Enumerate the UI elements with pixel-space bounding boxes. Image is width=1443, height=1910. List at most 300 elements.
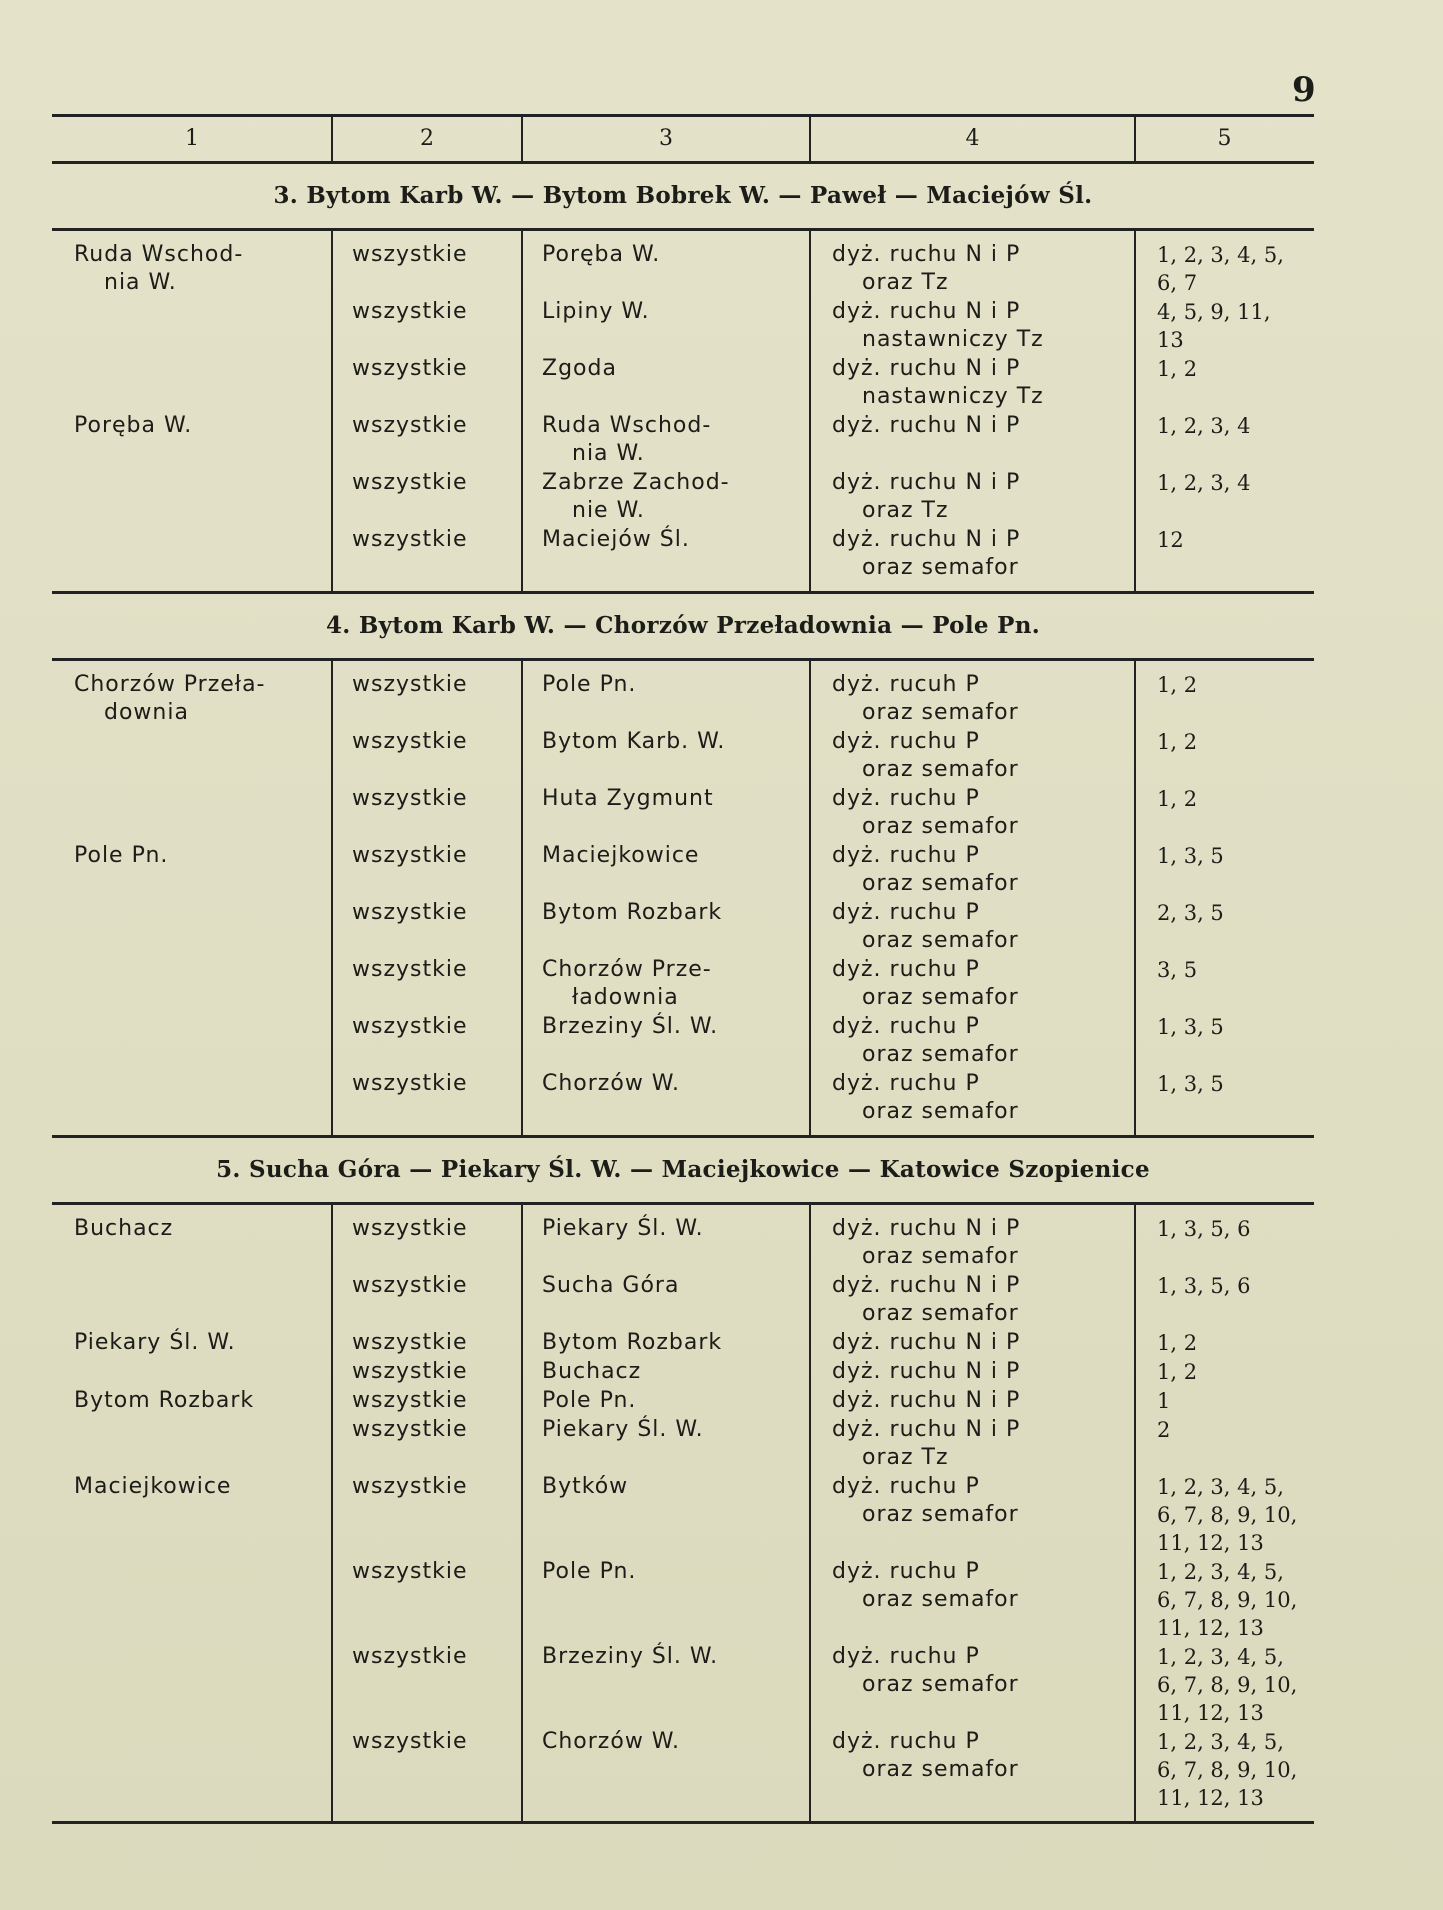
section-4 bbox=[52, 594, 1314, 1138]
table-row bbox=[52, 1416, 1314, 1472]
cell-c3 bbox=[522, 241, 810, 297]
cell-c1 bbox=[52, 1272, 332, 1328]
cell-line: 6, 7, 8, 9, 10, bbox=[1157, 1758, 1298, 1782]
cell-line: wszystkie bbox=[352, 242, 468, 267]
cell-line: 12 bbox=[1157, 528, 1184, 552]
cell-line: 1, 2 bbox=[1157, 357, 1198, 381]
table-row bbox=[52, 1272, 1314, 1328]
cell-c4 bbox=[810, 1013, 1135, 1069]
timetable bbox=[52, 114, 1314, 1824]
cell-line: dyż. ruchu P bbox=[832, 1729, 980, 1754]
table-row bbox=[52, 1070, 1314, 1126]
cell-c5 bbox=[1135, 842, 1314, 898]
cell-c3 bbox=[522, 1473, 810, 1557]
cell-c2 bbox=[332, 899, 522, 955]
cell-line: Chorzów Przeła- bbox=[74, 672, 266, 697]
cell-c5 bbox=[1135, 1358, 1314, 1386]
cell-line: dyż. rucuh P bbox=[832, 672, 980, 697]
cell-c3 bbox=[522, 1558, 810, 1642]
column-divider bbox=[521, 661, 523, 1135]
cell-line: oraz semafor bbox=[862, 1587, 1019, 1612]
cell-line: dyż. ruchu N i P bbox=[832, 1417, 1021, 1442]
cell-line: 1, 2 bbox=[1157, 730, 1198, 754]
table-row bbox=[52, 355, 1314, 411]
cell-line: Sucha Góra bbox=[542, 1273, 680, 1298]
cell-c2 bbox=[332, 298, 522, 354]
cell-line: 6, 7, 8, 9, 10, bbox=[1157, 1588, 1298, 1612]
cell-line: Poręba W. bbox=[74, 413, 193, 438]
cell-c2 bbox=[332, 1329, 522, 1357]
cell-line: wszystkie bbox=[352, 1359, 468, 1384]
cell-c3 bbox=[522, 1387, 810, 1415]
cell-c5 bbox=[1135, 1728, 1314, 1812]
cell-c2 bbox=[332, 1070, 522, 1126]
cell-line: wszystkie bbox=[352, 900, 468, 925]
table-row bbox=[52, 298, 1314, 354]
cell-c2 bbox=[332, 469, 522, 525]
cell-line: Buchacz bbox=[542, 1359, 642, 1384]
cell-c4 bbox=[810, 671, 1135, 727]
cell-line: 1, 2 bbox=[1157, 787, 1198, 811]
cell-c4 bbox=[810, 842, 1135, 898]
cell-line: Brzeziny Śl. W. bbox=[542, 1644, 719, 1669]
cell-line: Maciejów Śl. bbox=[542, 527, 690, 552]
cell-c3 bbox=[522, 1272, 810, 1328]
table-row bbox=[52, 842, 1314, 898]
cell-c5 bbox=[1135, 1215, 1314, 1271]
cell-line: dyż. ruchu N i P bbox=[832, 1216, 1021, 1241]
table-row bbox=[52, 1358, 1314, 1386]
cell-c4 bbox=[810, 956, 1135, 1012]
cell-line: 1, 2, 3, 4, 5, bbox=[1157, 1475, 1284, 1499]
cell-line: 6, 7, 8, 9, 10, bbox=[1157, 1673, 1298, 1697]
cell-c3 bbox=[522, 412, 810, 468]
cell-c4 bbox=[810, 526, 1135, 582]
cell-line: dyż. ruchu N i P bbox=[832, 242, 1021, 267]
cell-line: 11, 12, 13 bbox=[1157, 1701, 1264, 1725]
cell-line: Brzeziny Śl. W. bbox=[542, 1014, 719, 1039]
cell-line: dyż. ruchu N i P bbox=[832, 470, 1021, 495]
cell-c5 bbox=[1135, 1272, 1314, 1328]
cell-line: Ruda Wschod- bbox=[542, 413, 712, 438]
cell-c4 bbox=[810, 1416, 1135, 1472]
cell-c5 bbox=[1135, 1070, 1314, 1126]
cell-c2 bbox=[332, 956, 522, 1012]
cell-line: wszystkie bbox=[352, 299, 468, 324]
column-divider bbox=[809, 661, 811, 1135]
cell-line: oraz Tz bbox=[862, 270, 949, 295]
cell-line: downia bbox=[104, 700, 189, 725]
cell-c2 bbox=[332, 785, 522, 841]
cell-c1 bbox=[52, 469, 332, 525]
cell-line: oraz semafor bbox=[862, 1301, 1019, 1326]
cell-line: dyż. ruchu P bbox=[832, 1014, 980, 1039]
cell-c2 bbox=[332, 1558, 522, 1642]
column-divider bbox=[809, 1205, 811, 1821]
cell-c3 bbox=[522, 785, 810, 841]
cell-line: 11, 12, 13 bbox=[1157, 1616, 1264, 1640]
cell-line: Bytom Rozbark bbox=[74, 1388, 255, 1413]
cell-line: 1, 3, 5, 6 bbox=[1157, 1274, 1251, 1298]
cell-c5 bbox=[1135, 298, 1314, 354]
cell-line: dyż. ruchu P bbox=[832, 843, 980, 868]
cell-line: oraz semafor bbox=[862, 555, 1019, 580]
cell-line: nia W. bbox=[572, 441, 645, 466]
cell-line: wszystkie bbox=[352, 729, 468, 754]
cell-c4 bbox=[810, 1728, 1135, 1812]
cell-c1 bbox=[52, 956, 332, 1012]
cell-c3 bbox=[522, 469, 810, 525]
cell-c1 bbox=[52, 1358, 332, 1386]
cell-line: oraz semafor bbox=[862, 928, 1019, 953]
cell-line: Pole Pn. bbox=[542, 1388, 637, 1413]
cell-line: wszystkie bbox=[352, 1729, 468, 1754]
cell-c3 bbox=[522, 842, 810, 898]
column-divider bbox=[521, 231, 523, 591]
cell-c5 bbox=[1135, 241, 1314, 297]
cell-c5 bbox=[1135, 956, 1314, 1012]
cell-line: oraz semafor bbox=[862, 1099, 1019, 1124]
cell-line: Buchacz bbox=[74, 1216, 174, 1241]
cell-line: wszystkie bbox=[352, 356, 468, 381]
cell-line: 2 bbox=[1157, 1418, 1171, 1442]
cell-line: oraz semafor bbox=[862, 700, 1019, 725]
cell-c2 bbox=[332, 355, 522, 411]
cell-c5 bbox=[1135, 1643, 1314, 1727]
cell-line: dyż. ruchu N i P bbox=[832, 1359, 1021, 1384]
cell-line: Zgoda bbox=[542, 356, 617, 381]
cell-line: wszystkie bbox=[352, 1474, 468, 1499]
table-row bbox=[52, 671, 1314, 727]
cell-line: Maciejkowice bbox=[542, 843, 700, 868]
cell-c5 bbox=[1135, 785, 1314, 841]
cell-c5 bbox=[1135, 469, 1314, 525]
cell-line: nastawniczy Tz bbox=[862, 327, 1044, 352]
cell-line: wszystkie bbox=[352, 1559, 468, 1584]
cell-line: dyż. ruchu N i P bbox=[832, 1330, 1021, 1355]
cell-line: dyż. ruchu P bbox=[832, 1559, 980, 1584]
cell-c5 bbox=[1135, 1329, 1314, 1357]
cell-line: wszystkie bbox=[352, 843, 468, 868]
cell-c4 bbox=[810, 728, 1135, 784]
cell-c5 bbox=[1135, 1416, 1314, 1472]
cell-line: Huta Zygmunt bbox=[542, 786, 714, 811]
column-divider bbox=[331, 1205, 333, 1821]
cell-line: 1, 3, 5, 6 bbox=[1157, 1217, 1251, 1241]
cell-line: nastawniczy Tz bbox=[862, 384, 1044, 409]
cell-c5 bbox=[1135, 1387, 1314, 1415]
table-row bbox=[52, 728, 1314, 784]
cell-c2 bbox=[332, 241, 522, 297]
table-row bbox=[52, 1329, 1314, 1357]
cell-line: 6, 7, 8, 9, 10, bbox=[1157, 1503, 1298, 1527]
cell-c3 bbox=[522, 1329, 810, 1357]
column-header-row bbox=[52, 114, 1314, 164]
cell-c5 bbox=[1135, 412, 1314, 468]
table-row bbox=[52, 1387, 1314, 1415]
cell-c1 bbox=[52, 728, 332, 784]
column-header-4: 4 bbox=[965, 126, 980, 151]
cell-line: wszystkie bbox=[352, 1071, 468, 1096]
cell-c3 bbox=[522, 298, 810, 354]
cell-c4 bbox=[810, 1387, 1135, 1415]
section-title: 4. Bytom Karb W. — Chorzów Przeładownia — Pole Pn. bbox=[52, 594, 1314, 661]
cell-c5 bbox=[1135, 1558, 1314, 1642]
column-divider bbox=[809, 231, 811, 591]
table-row bbox=[52, 899, 1314, 955]
cell-c4 bbox=[810, 1329, 1135, 1357]
cell-c1 bbox=[52, 1329, 332, 1357]
column-divider bbox=[1134, 1205, 1136, 1821]
cell-line: wszystkie bbox=[352, 1216, 468, 1241]
cell-c1 bbox=[52, 1070, 332, 1126]
cell-line: dyż. ruchu P bbox=[832, 786, 980, 811]
cell-line: oraz semafor bbox=[862, 1672, 1019, 1697]
table-row bbox=[52, 1215, 1314, 1271]
cell-line: Bytom Karb. W. bbox=[542, 729, 726, 754]
cell-c2 bbox=[332, 526, 522, 582]
cell-line: wszystkie bbox=[352, 1644, 468, 1669]
cell-c2 bbox=[332, 1272, 522, 1328]
table-row bbox=[52, 1728, 1314, 1812]
cell-c3 bbox=[522, 1643, 810, 1727]
cell-line: oraz semafor bbox=[862, 871, 1019, 896]
cell-c5 bbox=[1135, 899, 1314, 955]
table-row bbox=[52, 526, 1314, 582]
cell-c4 bbox=[810, 1215, 1135, 1271]
cell-line: 13 bbox=[1157, 328, 1184, 352]
cell-line: dyż. ruchu N i P bbox=[832, 1388, 1021, 1413]
cell-line: 1, 2, 3, 4, 5, bbox=[1157, 1645, 1284, 1669]
cell-c5 bbox=[1135, 728, 1314, 784]
cell-line: wszystkie bbox=[352, 470, 468, 495]
cell-c2 bbox=[332, 671, 522, 727]
cell-line: dyż. ruchu N i P bbox=[832, 527, 1021, 552]
cell-c1 bbox=[52, 842, 332, 898]
cell-c2 bbox=[332, 842, 522, 898]
cell-line: 1, 2, 3, 4 bbox=[1157, 414, 1251, 438]
cell-line: Zabrze Zachod- bbox=[542, 470, 730, 495]
column-divider bbox=[331, 661, 333, 1135]
cell-c3 bbox=[522, 1013, 810, 1069]
cell-c2 bbox=[332, 1387, 522, 1415]
cell-line: dyż. ruchu P bbox=[832, 1071, 980, 1096]
cell-line: oraz semafor bbox=[862, 814, 1019, 839]
cell-line: Pole Pn. bbox=[542, 1559, 637, 1584]
cell-line: Chorzów Prze- bbox=[542, 957, 712, 982]
cell-c1 bbox=[52, 1473, 332, 1557]
cell-c1 bbox=[52, 355, 332, 411]
table-body bbox=[52, 164, 1314, 1824]
cell-c5 bbox=[1135, 526, 1314, 582]
cell-c1 bbox=[52, 241, 332, 297]
cell-c1 bbox=[52, 899, 332, 955]
cell-line: 1, 3, 5 bbox=[1157, 1015, 1224, 1039]
cell-line: 1, 2 bbox=[1157, 673, 1198, 697]
column-header-5: 5 bbox=[1217, 126, 1232, 151]
cell-c1 bbox=[52, 1558, 332, 1642]
cell-c3 bbox=[522, 526, 810, 582]
cell-line: Pole Pn. bbox=[542, 672, 637, 697]
cell-line: oraz Tz bbox=[862, 498, 949, 523]
cell-line: dyż. ruchu N i P bbox=[832, 356, 1021, 381]
page-number: 9 bbox=[1292, 70, 1316, 110]
cell-c1 bbox=[52, 1728, 332, 1812]
cell-c4 bbox=[810, 469, 1135, 525]
cell-line: nia W. bbox=[104, 270, 177, 295]
cell-line: 1, 2, 3, 4, 5, bbox=[1157, 1560, 1284, 1584]
cell-line: wszystkie bbox=[352, 1388, 468, 1413]
cell-c3 bbox=[522, 1070, 810, 1126]
cell-c2 bbox=[332, 1728, 522, 1812]
cell-c2 bbox=[332, 1416, 522, 1472]
cell-line: oraz semafor bbox=[862, 1042, 1019, 1067]
cell-line: Bytom Rozbark bbox=[542, 900, 723, 925]
cell-line: oraz semafor bbox=[862, 1244, 1019, 1269]
cell-line: dyż. ruchu N i P bbox=[832, 1273, 1021, 1298]
column-header-1: 1 bbox=[185, 126, 199, 151]
cell-c4 bbox=[810, 241, 1135, 297]
cell-line: wszystkie bbox=[352, 1273, 468, 1298]
cell-c1 bbox=[52, 1416, 332, 1472]
cell-c4 bbox=[810, 1558, 1135, 1642]
cell-c4 bbox=[810, 899, 1135, 955]
cell-line: 3, 5 bbox=[1157, 958, 1198, 982]
section-title: 3. Bytom Karb W. — Bytom Bobrek W. — Paweł — Maciejów Śl. bbox=[52, 164, 1314, 231]
cell-line: dyż. ruchu P bbox=[832, 900, 980, 925]
cell-c4 bbox=[810, 1643, 1135, 1727]
cell-line: 1, 2, 3, 4 bbox=[1157, 471, 1251, 495]
cell-c4 bbox=[810, 1473, 1135, 1557]
cell-c3 bbox=[522, 1416, 810, 1472]
table-row bbox=[52, 469, 1314, 525]
cell-c3 bbox=[522, 899, 810, 955]
cell-line: Poręba W. bbox=[542, 242, 661, 267]
column-divider bbox=[521, 1205, 523, 1821]
cell-line: wszystkie bbox=[352, 957, 468, 982]
cell-c2 bbox=[332, 1358, 522, 1386]
table-row bbox=[52, 785, 1314, 841]
cell-line: oraz semafor bbox=[862, 757, 1019, 782]
cell-line: Bytom Rozbark bbox=[542, 1330, 723, 1355]
cell-line: 1, 2, 3, 4, 5, bbox=[1157, 243, 1284, 267]
cell-c3 bbox=[522, 355, 810, 411]
cell-c4 bbox=[810, 412, 1135, 468]
cell-line: dyż. ruchu P bbox=[832, 1474, 980, 1499]
column-divider bbox=[331, 231, 333, 591]
cell-line: wszystkie bbox=[352, 413, 468, 438]
cell-line: 1 bbox=[1157, 1389, 1171, 1413]
cell-c3 bbox=[522, 671, 810, 727]
cell-line: Piekary Śl. W. bbox=[542, 1417, 704, 1442]
cell-c2 bbox=[332, 1013, 522, 1069]
table-row bbox=[52, 241, 1314, 297]
cell-line: Bytków bbox=[542, 1474, 629, 1499]
cell-line: wszystkie bbox=[352, 786, 468, 811]
cell-c2 bbox=[332, 728, 522, 784]
column-header-2: 2 bbox=[420, 126, 434, 151]
cell-line: Chorzów W. bbox=[542, 1729, 681, 1754]
cell-line: oraz semafor bbox=[862, 1757, 1019, 1782]
cell-line: 6, 7 bbox=[1157, 271, 1198, 295]
table-row bbox=[52, 1643, 1314, 1727]
cell-c4 bbox=[810, 355, 1135, 411]
cell-line: 1, 2 bbox=[1157, 1360, 1198, 1384]
cell-line: Ruda Wschod- bbox=[74, 242, 244, 267]
cell-c2 bbox=[332, 1643, 522, 1727]
cell-line: 1, 2, 3, 4, 5, bbox=[1157, 1730, 1284, 1754]
cell-line: nie W. bbox=[572, 498, 645, 523]
cell-line: wszystkie bbox=[352, 672, 468, 697]
cell-line: 11, 12, 13 bbox=[1157, 1786, 1264, 1810]
section-title: 5. Sucha Góra — Piekary Śl. W. — Maciejkowice — Katowice Szopienice bbox=[52, 1138, 1314, 1205]
cell-line: 1, 3, 5 bbox=[1157, 844, 1224, 868]
cell-c1 bbox=[52, 1215, 332, 1271]
cell-c5 bbox=[1135, 671, 1314, 727]
cell-line: Chorzów W. bbox=[542, 1071, 681, 1096]
cell-line: 2, 3, 5 bbox=[1157, 901, 1224, 925]
cell-c1 bbox=[52, 298, 332, 354]
cell-line: ładownia bbox=[572, 985, 679, 1010]
cell-line: wszystkie bbox=[352, 1014, 468, 1039]
cell-line: dyż. ruchu P bbox=[832, 957, 980, 982]
cell-line: oraz Tz bbox=[862, 1445, 949, 1470]
cell-c4 bbox=[810, 298, 1135, 354]
cell-line: 4, 5, 9, 11, bbox=[1157, 300, 1271, 324]
cell-c4 bbox=[810, 1272, 1135, 1328]
cell-line: dyż. ruchu N i P bbox=[832, 299, 1021, 324]
cell-c3 bbox=[522, 728, 810, 784]
cell-line: wszystkie bbox=[352, 1417, 468, 1442]
cell-line: Piekary Śl. W. bbox=[542, 1216, 704, 1241]
cell-c3 bbox=[522, 1728, 810, 1812]
cell-c1 bbox=[52, 785, 332, 841]
cell-c1 bbox=[52, 671, 332, 727]
cell-c4 bbox=[810, 1358, 1135, 1386]
cell-line: wszystkie bbox=[352, 527, 468, 552]
cell-c1 bbox=[52, 1387, 332, 1415]
cell-c3 bbox=[522, 956, 810, 1012]
cell-line: Lipiny W. bbox=[542, 299, 650, 324]
cell-c5 bbox=[1135, 1473, 1314, 1557]
cell-c5 bbox=[1135, 355, 1314, 411]
table-row bbox=[52, 1013, 1314, 1069]
cell-c3 bbox=[522, 1215, 810, 1271]
cell-c1 bbox=[52, 1643, 332, 1727]
cell-c2 bbox=[332, 1473, 522, 1557]
cell-c5 bbox=[1135, 1013, 1314, 1069]
table-row bbox=[52, 1558, 1314, 1642]
column-divider bbox=[1134, 661, 1136, 1135]
cell-line: dyż. ruchu N i P bbox=[832, 413, 1021, 438]
cell-line: dyż. ruchu P bbox=[832, 729, 980, 754]
cell-line: dyż. ruchu P bbox=[832, 1644, 980, 1669]
cell-line: oraz semafor bbox=[862, 985, 1019, 1010]
cell-line: Piekary Śl. W. bbox=[74, 1330, 236, 1355]
section-3 bbox=[52, 164, 1314, 594]
table-row bbox=[52, 956, 1314, 1012]
cell-c2 bbox=[332, 1215, 522, 1271]
cell-line: 1, 2 bbox=[1157, 1331, 1198, 1355]
cell-c1 bbox=[52, 1013, 332, 1069]
cell-line: Pole Pn. bbox=[74, 843, 169, 868]
cell-line: Maciejkowice bbox=[74, 1474, 232, 1499]
section-5 bbox=[52, 1138, 1314, 1824]
column-header-3: 3 bbox=[659, 126, 673, 151]
cell-line: wszystkie bbox=[352, 1330, 468, 1355]
cell-c3 bbox=[522, 1358, 810, 1386]
cell-c4 bbox=[810, 1070, 1135, 1126]
